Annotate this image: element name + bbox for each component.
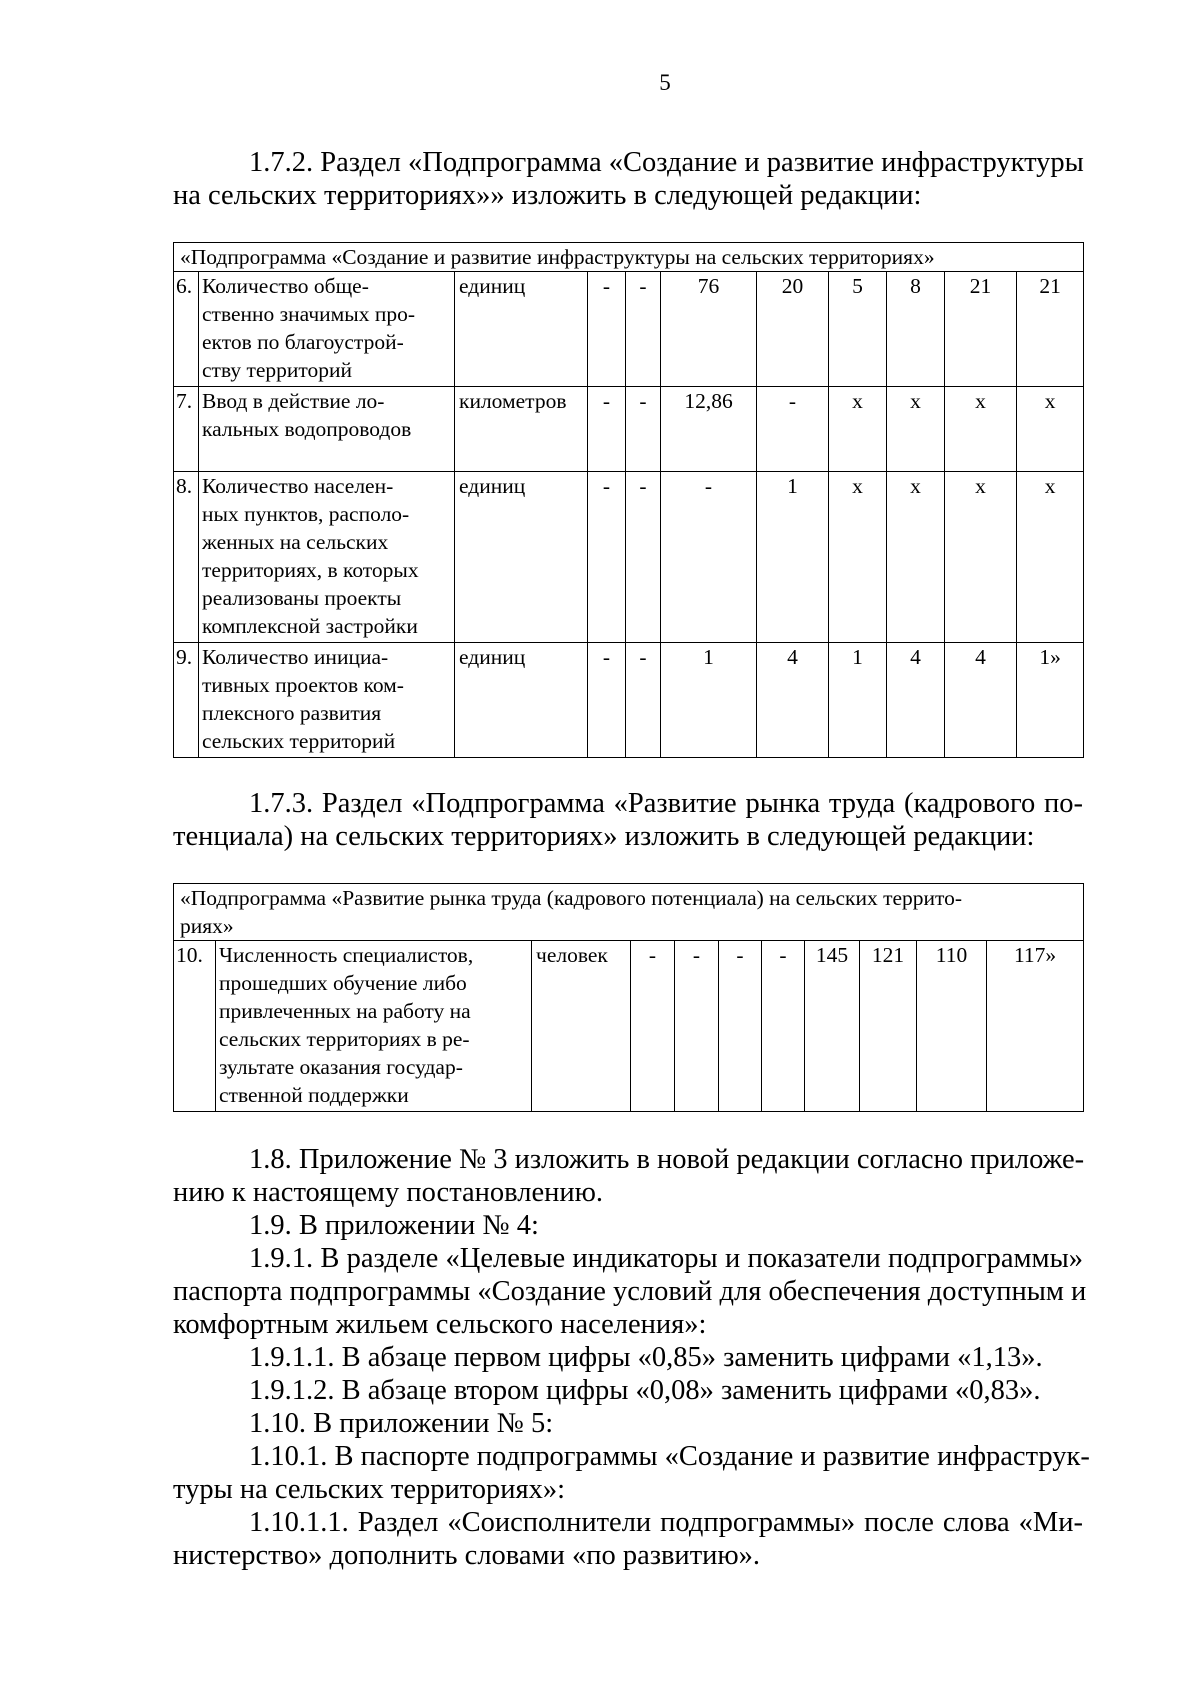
value-cell: 1 — [829, 643, 887, 758]
section-1-7-3-heading — [173, 787, 1083, 853]
unit-cell: единиц — [455, 472, 588, 643]
text-line: 1.9.1.2. В абзаце втором цифры «0,08» заменить цифрами «0,83». — [249, 1375, 1041, 1406]
value-cell: - — [719, 941, 762, 1112]
value-cell: 121 — [860, 941, 917, 1112]
text-line: 1.9.1. В разделе «Целевые индикаторы и показатели подпрограммы» — [249, 1243, 1083, 1274]
text-line: нистерство» дополнить словами «по развитию». — [173, 1540, 761, 1571]
unit-cell: единиц — [455, 643, 588, 758]
value-cell: 4 — [945, 643, 1017, 758]
value-cell: 8 — [887, 272, 945, 387]
table-header: «Подпрограмма «Создание и развитие инфраструктуры на сельских территориях» — [174, 243, 1084, 272]
unit-cell: человек — [532, 941, 631, 1112]
value-cell: 21 — [1017, 272, 1084, 387]
row-number: 8. — [174, 472, 199, 643]
value-cell: 21 — [945, 272, 1017, 387]
text-line: тенциала) на сельских территориях» изложить в следующей редакции: — [173, 821, 1035, 852]
table-row — [174, 941, 1084, 1112]
value-cell: - — [631, 941, 675, 1112]
value-cell: 4 — [757, 643, 829, 758]
value-cell: - — [626, 387, 661, 472]
value-cell: 20 — [757, 272, 829, 387]
value-cell: х — [1017, 472, 1084, 643]
value-cell: - — [588, 472, 626, 643]
table-row — [174, 387, 1084, 472]
value-cell: х — [887, 472, 945, 643]
value-cell: 117» — [987, 941, 1084, 1112]
indicator-name: Численность специалистов, прошедших обучение либо привлеченных на работу на сельских территориях в ре- зультате оказания государ- ственной поддержки — [216, 941, 532, 1112]
text-line: 1.7.2. Раздел «Подпрограмма «Создание и развитие инфраструктуры — [249, 147, 1084, 178]
value-cell: х — [829, 387, 887, 472]
text-line: 1.10. В приложении № 5: — [249, 1408, 554, 1439]
unit-cell: километров — [455, 387, 588, 472]
text-line: 1.9. В приложении № 4: — [249, 1210, 539, 1241]
text-line: 1.8. Приложение № 3 изложить в новой редакции согласно приложе- — [249, 1144, 1085, 1175]
text-line: 1.9.1.1. В абзаце первом цифры «0,85» заменить цифрами «1,13». — [249, 1342, 1043, 1373]
row-number: 9. — [174, 643, 199, 758]
section-1-7-2-heading — [173, 146, 1083, 212]
value-cell: - — [588, 272, 626, 387]
text-line: туры на сельских территориях»: — [173, 1474, 566, 1505]
infrastructure-indicators-table — [173, 242, 1084, 758]
table-row — [174, 272, 1084, 387]
value-cell: 4 — [887, 643, 945, 758]
body-text — [173, 1143, 1090, 1572]
text-line: 1.10.1. В паспорте подпрограммы «Создание и развитие инфраструк- — [249, 1441, 1090, 1472]
value-cell: 110 — [917, 941, 987, 1112]
page-number: 5 — [659, 70, 671, 95]
row-number: 10. — [174, 941, 216, 1112]
value-cell: х — [945, 472, 1017, 643]
value-cell: - — [661, 472, 757, 643]
table-row — [174, 643, 1084, 758]
value-cell: х — [945, 387, 1017, 472]
indicator-name: Количество инициа- тивных проектов ком- плексного развития сельских территорий — [199, 643, 455, 758]
value-cell: - — [626, 472, 661, 643]
table-header: «Подпрограмма «Развитие рынка труда (кадрового потенциала) на сельских террито- риях» — [174, 884, 1084, 941]
value-cell: 5 — [829, 272, 887, 387]
text-line: паспорта подпрограммы «Создание условий для обеспечения доступным и — [173, 1276, 1087, 1307]
value-cell: х — [829, 472, 887, 643]
value-cell: 76 — [661, 272, 757, 387]
table-row — [174, 472, 1084, 643]
text-line: нию к настоящему постановлению. — [173, 1177, 604, 1208]
value-cell: 12,86 — [661, 387, 757, 472]
row-number: 6. — [174, 272, 199, 387]
text-line: на сельских территориях»» изложить в следующей редакции: — [173, 180, 922, 211]
value-cell: х — [1017, 387, 1084, 472]
value-cell: - — [626, 643, 661, 758]
value-cell: 1» — [1017, 643, 1084, 758]
value-cell: 145 — [805, 941, 860, 1112]
text-line: комфортным жильем сельского населения»: — [173, 1309, 707, 1340]
text-line: 1.7.3. Раздел «Подпрограмма «Развитие рынка труда (кадрового по- — [249, 788, 1083, 819]
indicator-name: Ввод в действие ло- кальных водопроводов — [199, 387, 455, 472]
value-cell: - — [626, 272, 661, 387]
labor-market-indicators-table — [173, 883, 1084, 1112]
value-cell: 1 — [757, 472, 829, 643]
text-line: 1.10.1.1. Раздел «Соисполнители подпрограммы» после слова «Ми- — [249, 1507, 1083, 1538]
unit-cell: единиц — [455, 272, 588, 387]
indicator-name: Количество обще- ственно значимых про- ектов по благоустрой- ству территорий — [199, 272, 455, 387]
value-cell: - — [762, 941, 805, 1112]
value-cell: - — [588, 387, 626, 472]
row-number: 7. — [174, 387, 199, 472]
value-cell: х — [887, 387, 945, 472]
table-header-row — [174, 884, 1084, 941]
value-cell: - — [757, 387, 829, 472]
table-header-row — [174, 243, 1084, 272]
value-cell: - — [588, 643, 626, 758]
indicator-name: Количество населен- ных пунктов, располо- женных на сельских территориях, в которых реализованы проекты комплексной застройки — [199, 472, 455, 643]
value-cell: - — [675, 941, 719, 1112]
value-cell: 1 — [661, 643, 757, 758]
